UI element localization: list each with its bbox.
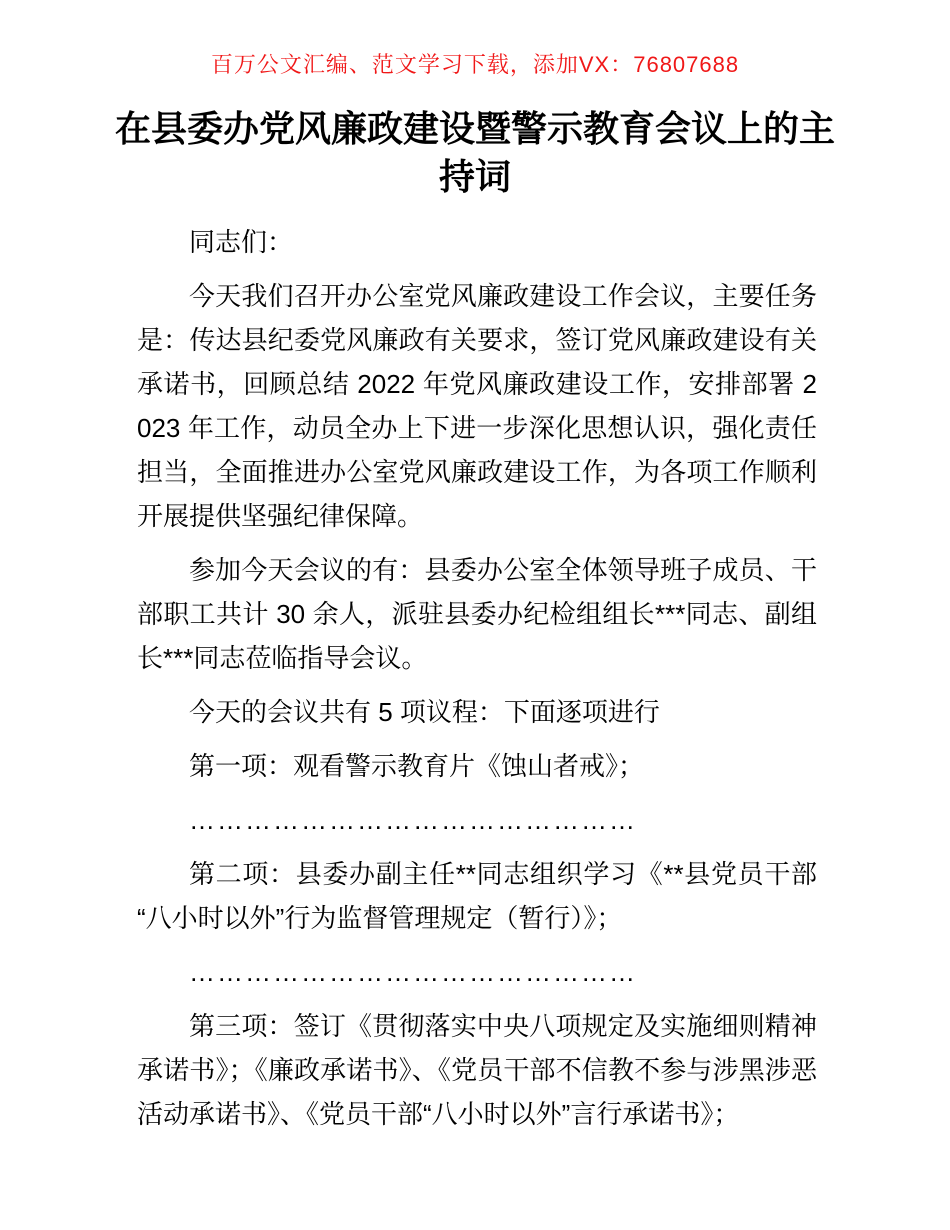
paragraph-attendees: 参加今天会议的有：县委办公室全体领导班子成员、干部职工共计 30 余人，派驻县委办纪检组组长***同志、副组长***同志莅临指导会议。	[137, 555, 817, 673]
paragraph-meeting-purpose: 今天我们召开办公室党风廉政建设工作会议，主要任务是：传达县纪委党风廉政有关要求，签订党风廉政建设有关承诺书，回顾总结 2022 年党风廉政建设工作，安排部署 2023 年工作，动员全办上下进一步深化思想认识，强化责任担当，全面推进办公室党风廉政建设工作，为各项工作顺利开展提供坚强纪律保障。	[137, 281, 817, 531]
watermark-banner: 百万公文汇编、范文学习下载，添加VX：76807688	[210, 52, 740, 77]
agenda-item-3: 第三项：签订《贯彻落实中央八项规定及实施细则精神承诺书》；《廉政承诺书》、《党员干部不信教不参与涉黑涉恶活动承诺书》、《党员干部“八小时以外”言行承诺书》；	[137, 1011, 817, 1129]
paragraph-agenda-count: 今天的会议共有 5 项议程：下面逐项进行	[189, 697, 660, 727]
dotted-separator: …………………………………………	[189, 805, 637, 835]
salutation: 同志们：	[189, 227, 294, 257]
agenda-item-2: 第二项：县委办副主任**同志组织学习《**县党员干部“八小时以外”行为监督管理规定（暂行）》；	[137, 859, 817, 933]
document-body	[137, 220, 817, 1136]
agenda-item-1: 第一项：观看警示教育片《蚀山者戒》；	[189, 751, 645, 781]
page-title: 在县委办党风廉政建设暨警示教育会议上的主持词	[114, 108, 835, 197]
dotted-separator: …………………………………………	[189, 957, 637, 987]
